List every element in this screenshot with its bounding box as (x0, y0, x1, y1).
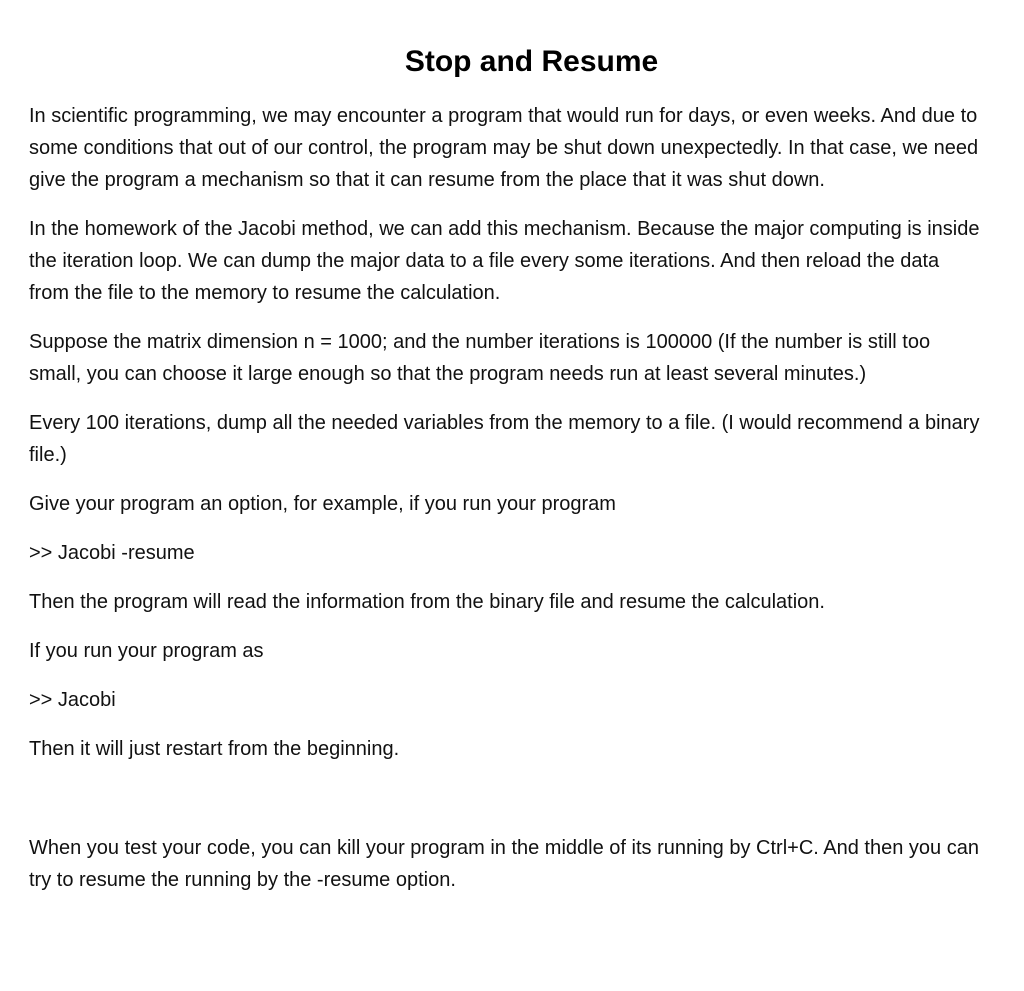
page-title: Stop and Resume (404, 45, 659, 78)
paragraph-dimensions: Suppose the matrix dimension n = 1000; and the number iterations is 100000 (If the number is still too small, you can choose it large enough so that the program needs run at least several minutes.) (29, 331, 931, 385)
paragraph-testing: When you test your code, you can kill your program in the middle of its running by Ctrl+C. And then you can try to resume the running by the -resume option. (29, 837, 979, 891)
blank-space (29, 782, 984, 832)
command-resume: >> Jacobi -resume (29, 542, 195, 564)
paragraph-run-as: If you run your program as (29, 640, 264, 662)
paragraph-resume-behavior: Then the program will read the information from the binary file and resume the calculation. (29, 591, 825, 613)
paragraph-dump-frequency: Every 100 iterations, dump all the needed variables from the memory to a file. (I would recommend a binary file.) (29, 412, 980, 466)
paragraph-jacobi-mechanism: In the homework of the Jacobi method, we can add this mechanism. Because the major computing is inside the iteration loop. We can dump the major data to a file every some iterations. And then reload the data from the file to the memory to resume the calculation. (29, 218, 980, 304)
command-plain: >> Jacobi (29, 689, 116, 711)
paragraph-option-intro: Give your program an option, for example, if you run your program (29, 493, 616, 515)
paragraph-intro: In scientific programming, we may encounter a program that would run for days, or even weeks. And due to some conditions that out of our control, the program may be shut down unexpectedly. In that case, we need give the program a mechanism so that it can resume from the place that it was shut down. (29, 105, 979, 191)
paragraph-restart-behavior: Then it will just restart from the beginning. (29, 738, 400, 760)
